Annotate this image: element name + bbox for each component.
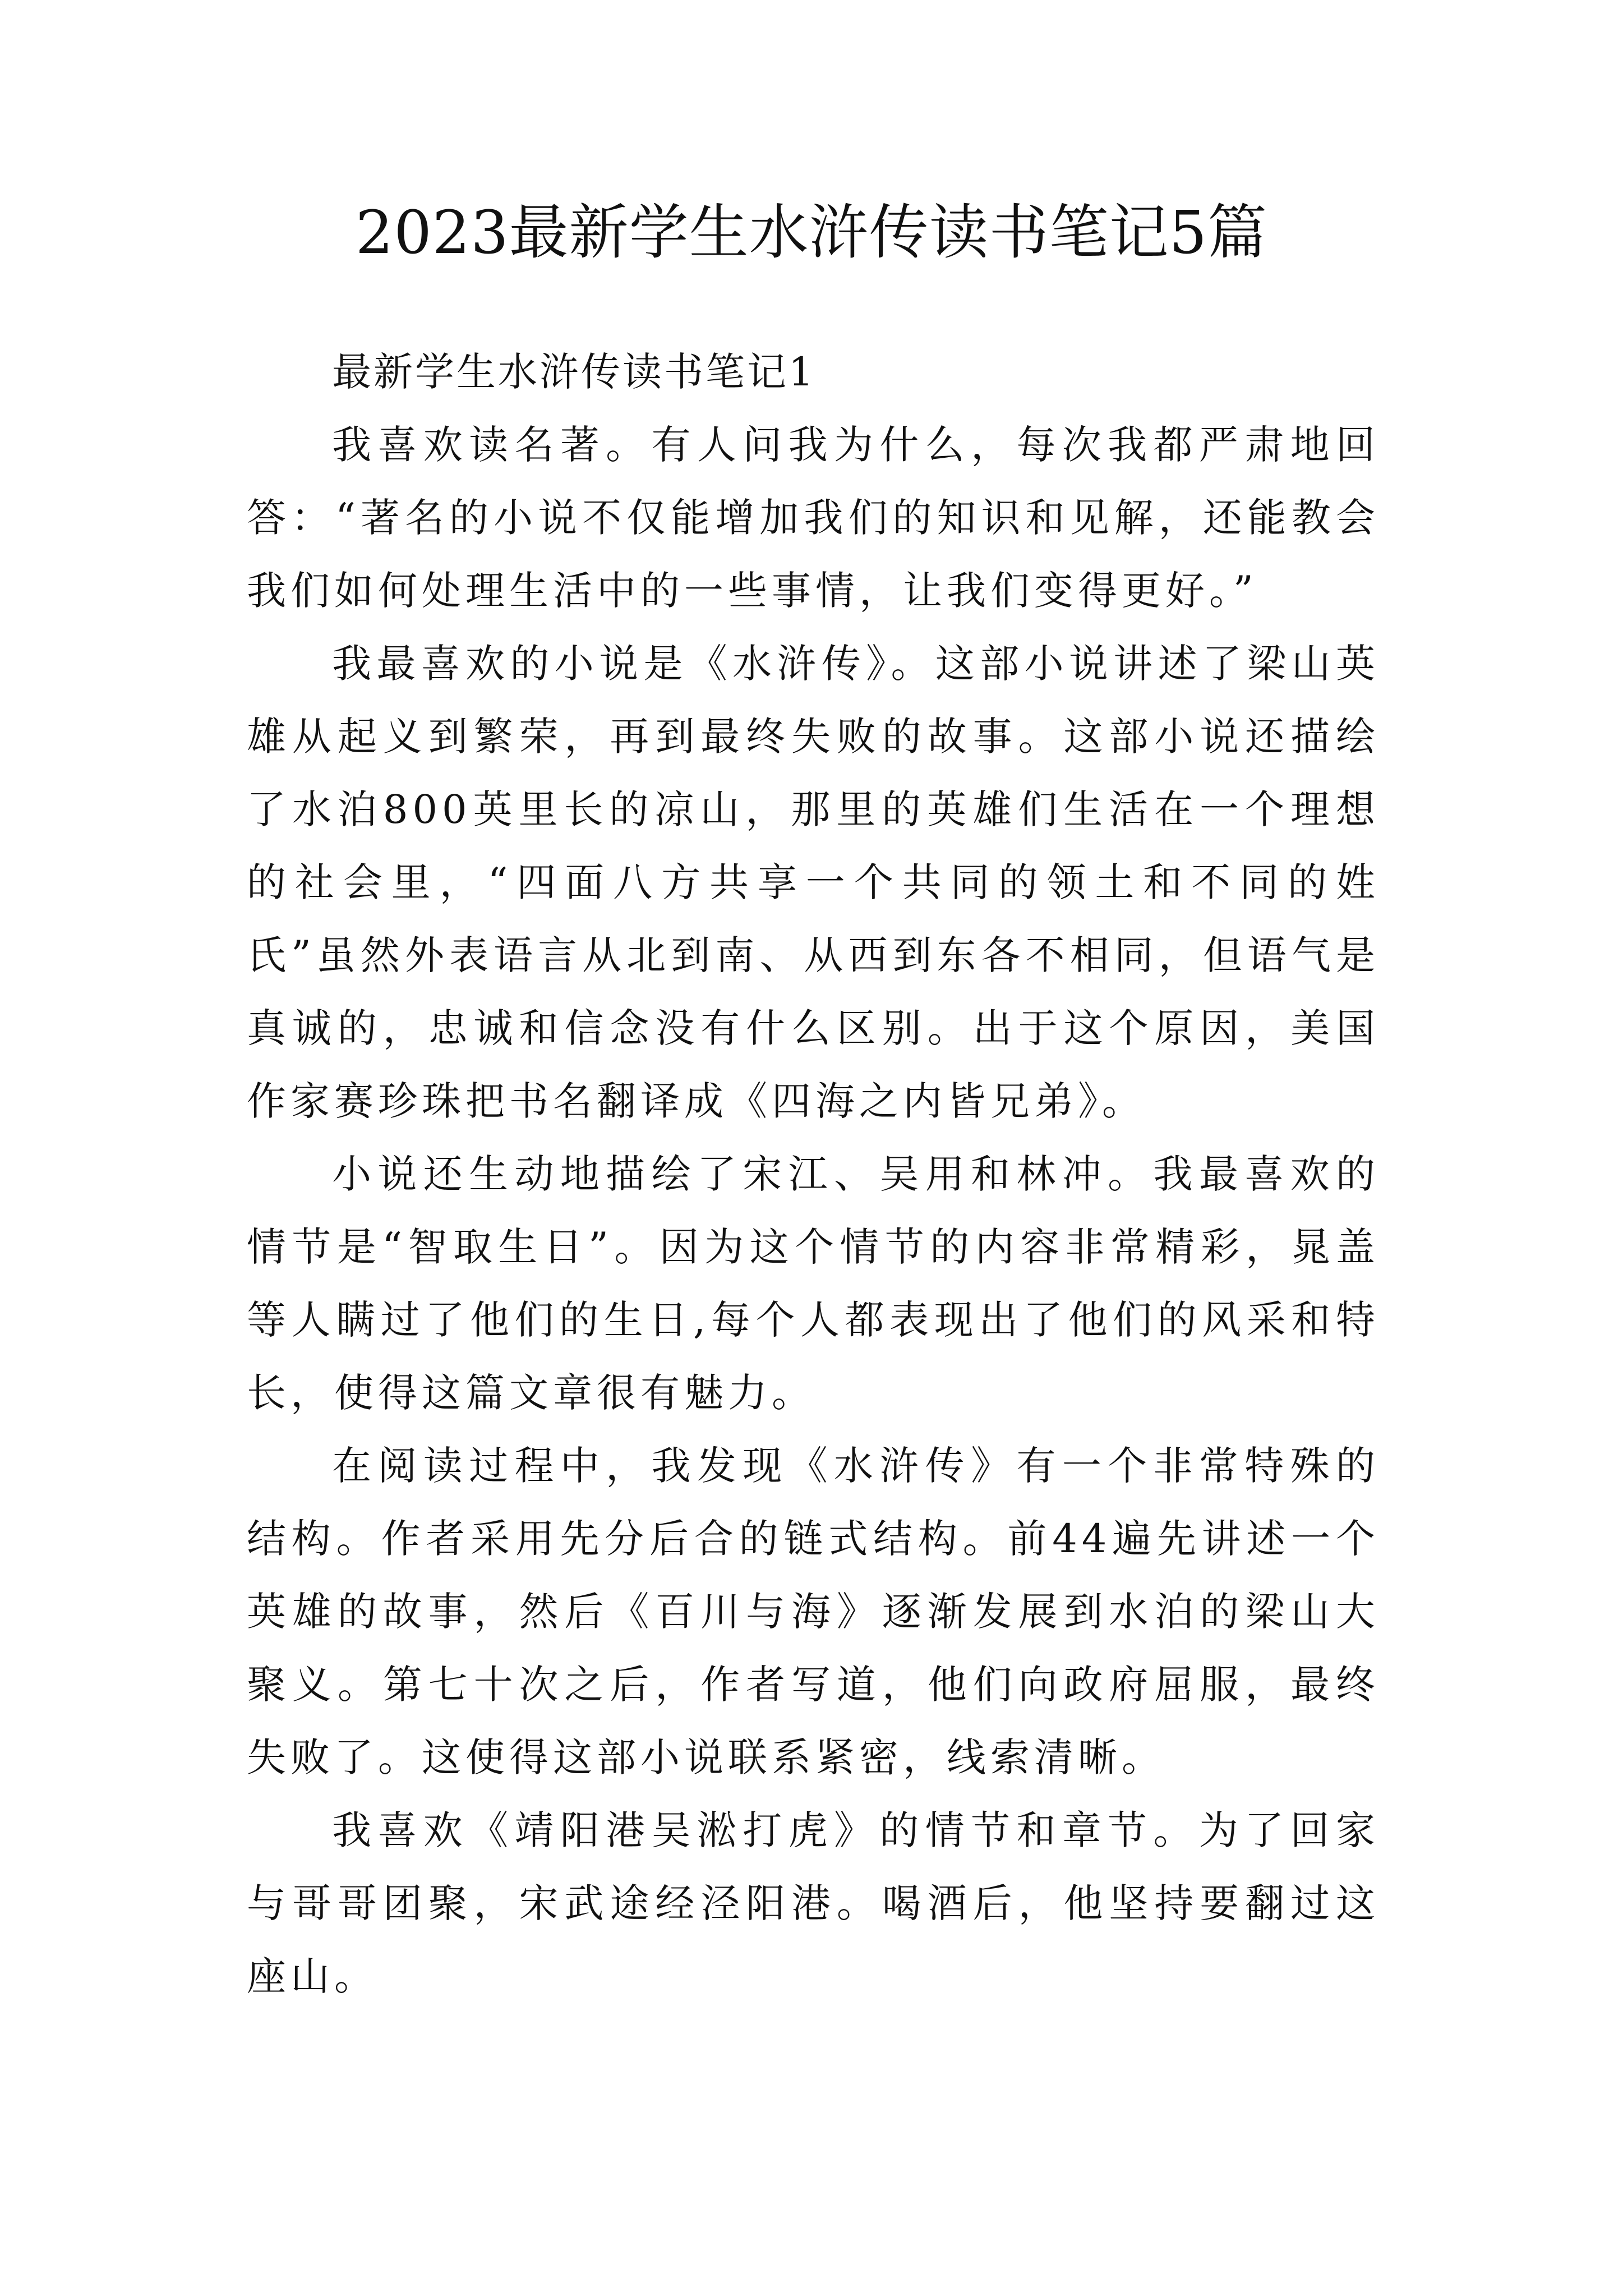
paragraph: 我喜欢读名著。有人问我为什么，每次我都严肃地回答：“著名的小说不仅能增加我们的知识和见解，还能教会我们如何处理生活中的一些事情，让我们变得更好。”	[247, 422, 1380, 614]
paragraph: 我最喜欢的小说是《水浒传》。这部小说讲述了梁山英雄从起义到繁荣，再到最终失败的故事。这部小说还描绘了水泊800英里长的凉山，那里的英雄们生活在一个理想的社会里，“四面八方共享一个共同的领土和不同的姓氏”虽然外表语言从北到南、从西到东各不相同，但语气是真诚的，忠诚和信念没有什么区别。出于这个原因，美国作家赛珍珠把书名翻译成《四海之内皆兄弟》。	[247, 641, 1380, 1124]
paragraph: 小说还生动地描绘了宋江、吴用和林冲。我最喜欢的情节是“智取生日”。因为这个情节的内容非常精彩，晁盖等人瞒过了他们的生日,每个人都表现出了他们的风采和特长，使得这篇文章很有魅力。	[247, 1151, 1380, 1416]
document-title: 2023最新学生水浒传读书笔记5篇	[355, 198, 1268, 267]
document-body	[247, 335, 1380, 2013]
section-heading: 最新学生水浒传读书笔记1	[332, 349, 816, 395]
paragraph: 在阅读过程中，我发现《水浒传》有一个非常特殊的结构。作者采用先分后合的链式结构。前44遍先讲述一个英雄的故事，然后《百川与海》逐渐发展到水泊的梁山大聚义。第七十次之后，作者写道，他们向政府屈服，最终失败了。这使得这部小说联系紧密，线索清晰。	[247, 1443, 1380, 1780]
paragraph: 我喜欢《靖阳港吴淞打虎》的情节和章节。为了回家与哥哥团聚，宋武途经泾阳港。喝酒后，他坚持要翻过这座山。	[247, 1807, 1380, 1999]
